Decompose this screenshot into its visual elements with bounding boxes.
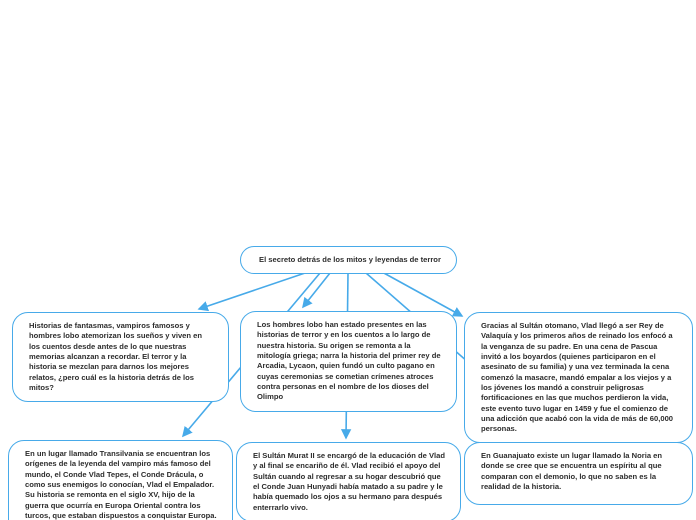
- connector-root-to-sultan: [382, 272, 462, 316]
- node-hombres-lobo-text: Los hombres lobo han estado presentes en las historias de terror y en los cuentos a lo largo de nuestra historia. Su origen se remonta a la mitología griega; narra la historia del primer rey de Arcadia, Lycaon, quien fundó un culto pagano en cuyas ceremonias se cometian crímenes atroces contra personas en el nombre de los dioses del Olimpo: [257, 320, 441, 402]
- node-root-text: El secreto detrás de los mitos y leyendas de terror: [259, 254, 441, 264]
- mindmap-node-root[interactable]: [240, 246, 457, 274]
- node-sultan-murat-text: El Sultán Murat II se encargó de la educación de Vlad y al final se encariño de él. Vlad recibió el apoyo del Sultán cuando al regresar a su hogar descubrió que el Conde Juan Hunyadi había matado a su padre y le había quemado los ojos a su hermano para después enterrarlo vivo.: [253, 451, 446, 512]
- node-sultan-otomano-text: Gracias al Sultán otomano, Vlad llegó a ser Rey de Valaquía y los primeros años de reinado los enfocó a la venganza de su padre. En una cena de Pascua invitó a los boyardos (quienes participaron en el asesinato de su familia) y una vez terminada la cena comenzó la masacre, mandó empalar a los viejos y a los jóvenes los mandó a construir peligrosas fortificaciones en las que muchos perdieron la vida, este evento tuvo lugar en 1459 y fue el comienzo de una adicción que acabó con la vida de más de 60,000 personas.: [481, 321, 674, 434]
- mindmap-node-guanajuato[interactable]: [464, 442, 693, 505]
- node-transilvania-text: En un lugar llamado Transilvania se encuentran los orígenes de la leyenda del vampiro más famoso del mundo, el Conde Vlad Tepes, el Conde Drácula, o como sus enemigos lo conocían, Vlad el Empalador. Su historia se remonta en el siglo XV, hijo de la guerra que ocurría en Europa Oriental contra los turcos, que estaban dispuestos a conquistar Europa.: [25, 449, 217, 520]
- mindmap-node-intro[interactable]: [12, 312, 229, 402]
- node-guanajuato-text: En Guanajuato existe un lugar llamado la Noria en donde se cree que se encuentra un espíritu al que comparan con el demonio, lo que no saben es la realidad de la historia.: [481, 451, 663, 491]
- connector-root-to-intro: [199, 272, 308, 309]
- node-intro-text: Historias de fantasmas, vampiros famosos y hombres lobo atemorizan los sueños y viven en los cuentos desde antes de lo que nuestras memorias alcanzan a recordar. El terror y la historia se mezclan para darnos los mejores relatos, ¿pero cuál es la historia detrás de los mitos?: [29, 321, 203, 392]
- mindmap-node-sultan-otomano[interactable]: [464, 312, 693, 443]
- mindmap-node-sultan-murat[interactable]: [236, 442, 461, 520]
- mindmap-node-transilvania[interactable]: [8, 440, 233, 520]
- mindmap-node-hombres-lobo[interactable]: [240, 311, 457, 412]
